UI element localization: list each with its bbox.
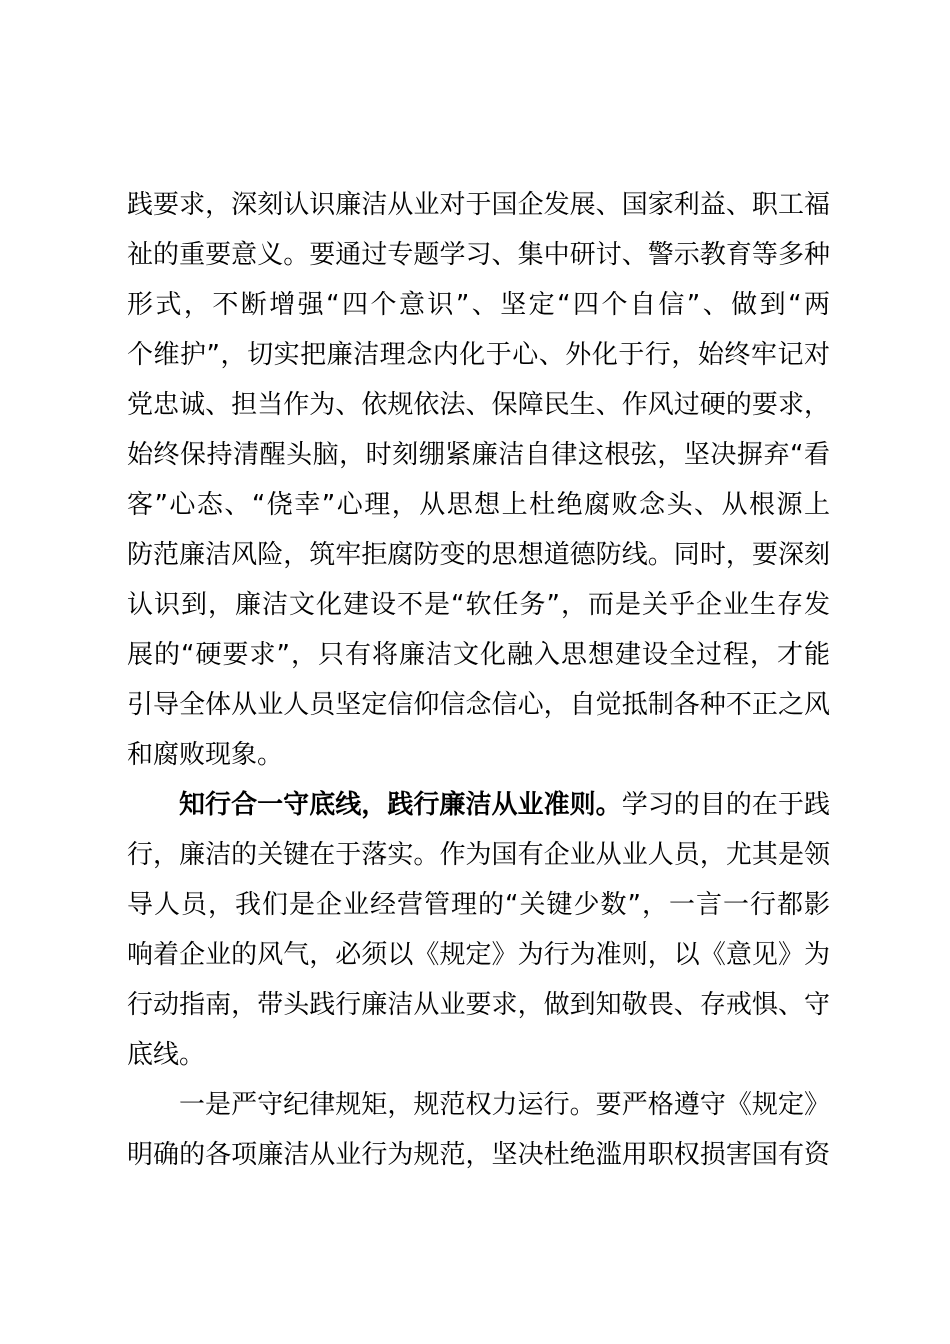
text-run: 学习的目的在于践 — [621, 790, 830, 820]
text-line: 和腐败现象。 — [127, 740, 284, 770]
text-line: 党忠诚、担当作为、依规依法、保障民生、作风过硬的要求， — [127, 390, 830, 420]
text-line: 防范廉洁风险，筑牢拒腐防变的思想道德防线。同时，要深刻 — [127, 540, 830, 570]
paragraph-1 — [127, 180, 830, 780]
text-line: 一是严守纪律规矩，规范权力运行。要严格遵守《规定》 — [179, 1090, 830, 1120]
text-line: 形式，不断增强“四个意识”、坚定“四个自信”、做到“两 — [127, 290, 830, 320]
text-line: 认识到，廉洁文化建设不是“软任务”，而是关乎企业生存发 — [127, 590, 830, 620]
text-line: 祉的重要意义。要通过专题学习、集中研讨、警示教育等多种 — [127, 240, 830, 270]
text-line: 践要求，深刻认识廉洁从业对于国企发展、国家利益、职工福 — [127, 190, 830, 220]
text-line: 行动指南，带头践行廉洁从业要求，做到知敬畏、存戒惧、守 — [127, 990, 830, 1020]
paragraph-2 — [127, 780, 830, 1080]
text-line: 展的“硬要求”，只有将廉洁文化融入思想建设全过程，才能 — [127, 640, 830, 670]
text-line: 引导全体从业人员坚定信仰信念信心，自觉抵制各种不正之风 — [127, 690, 830, 720]
text-line: 行，廉洁的关键在于落实。作为国有企业从业人员，尤其是领 — [127, 840, 830, 870]
text-line: 个维护”，切实把廉洁理念内化于心、外化于行，始终牢记对 — [127, 340, 830, 370]
text-line: 始终保持清醒头脑，时刻绷紧廉洁自律这根弦，坚决摒弃“看 — [127, 440, 830, 470]
paragraph-3 — [127, 1080, 830, 1180]
text-line: 底线。 — [127, 1040, 206, 1070]
text-line: 响着企业的风气，必须以《规定》为行为准则，以《意见》为 — [127, 940, 830, 970]
text-line: 客”心态、“侥幸”心理，从思想上杜绝腐败念头、从根源上 — [127, 490, 830, 520]
text-line: 导人员，我们是企业经营管理的“关键少数”，一言一行都影 — [127, 890, 830, 920]
text-line — [127, 780, 830, 830]
text-line: 明确的各项廉洁从业行为规范，坚决杜绝滥用职权损害国有资 — [127, 1140, 830, 1170]
section-heading: 知行合一守底线，践行廉洁从业准则。 — [179, 790, 622, 820]
document-body — [127, 180, 830, 1180]
